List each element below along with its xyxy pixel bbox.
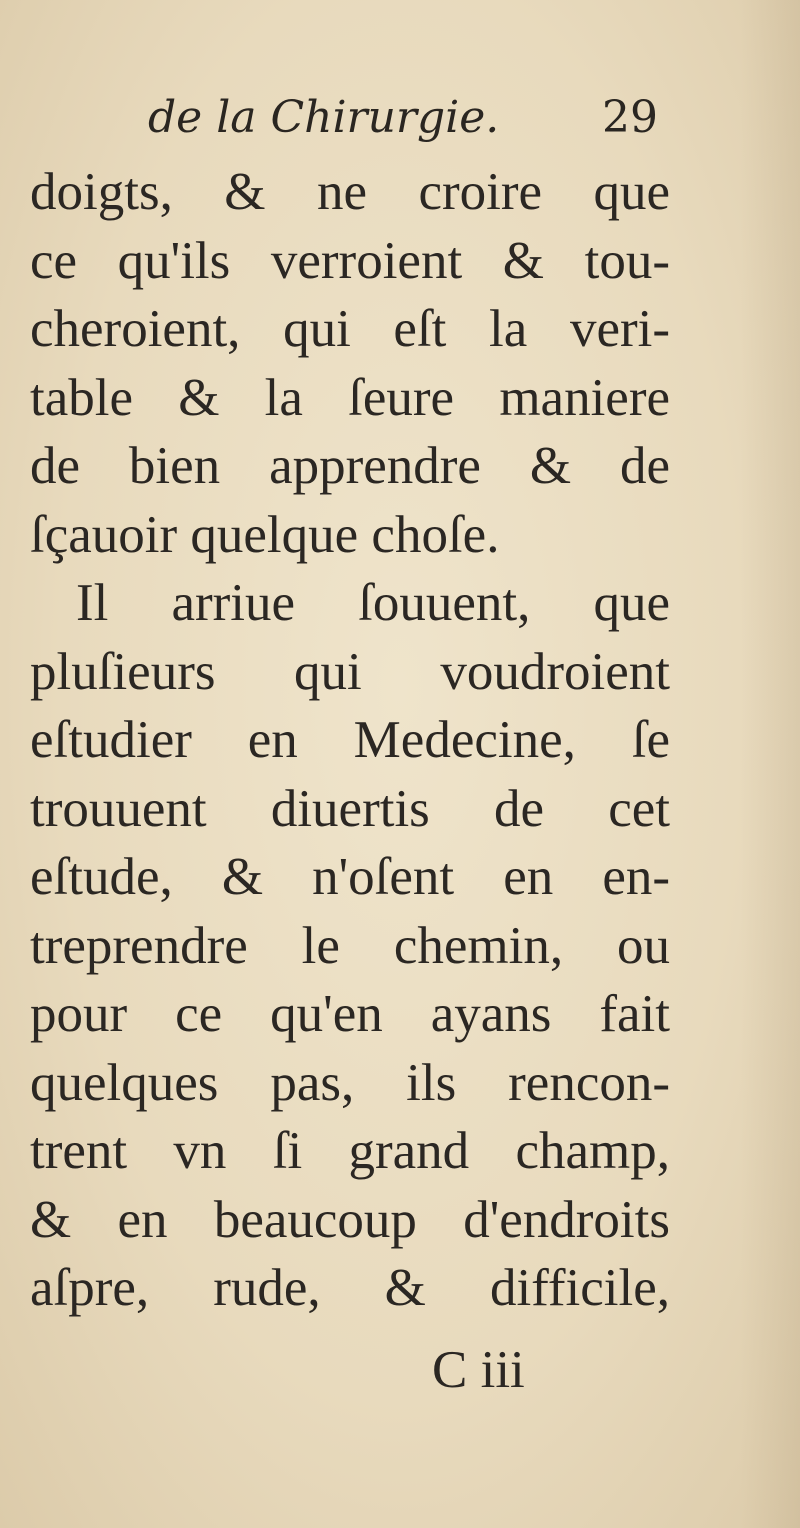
body-text: [30, 158, 670, 1323]
text-line: & en beaucoup d'endroits: [30, 1190, 670, 1249]
text-line: trent vn ſi grand champ,: [30, 1122, 670, 1180]
text-line: doigts, & ne croire que: [30, 163, 670, 221]
signature-mark: C iii: [432, 1341, 525, 1399]
paragraph-start-line: Il arriue ſouuent, que: [76, 574, 670, 632]
text-line: eſtude, & n'oſent en en-: [30, 848, 670, 906]
running-head: [148, 92, 658, 148]
text-line: pluſieurs qui voudroient: [30, 642, 670, 701]
running-head-title: de la Chirurgie.: [148, 92, 500, 143]
text-line: eſtudier en Medecine, ſe: [30, 711, 670, 769]
text-line: trouuent diuertis de cet: [30, 779, 670, 838]
text-line: ce qu'ils verroient & tou-: [30, 231, 670, 290]
text-line: table & la ſeure maniere: [30, 368, 670, 427]
text-line: ſçauoir quelque choſe.: [30, 505, 500, 564]
text-line: cheroient, qui eſt la veri-: [30, 300, 670, 358]
text-line: aſpre, rude, & difficile,: [30, 1259, 670, 1317]
text-line: pour ce qu'en ayans fait: [30, 985, 670, 1043]
text-line: de bien apprendre & de: [30, 437, 670, 495]
text-line: treprendre le chemin, ou: [30, 916, 670, 975]
text-line: quelques pas, ils rencon-: [30, 1053, 670, 1112]
page-number: 29: [602, 92, 658, 143]
